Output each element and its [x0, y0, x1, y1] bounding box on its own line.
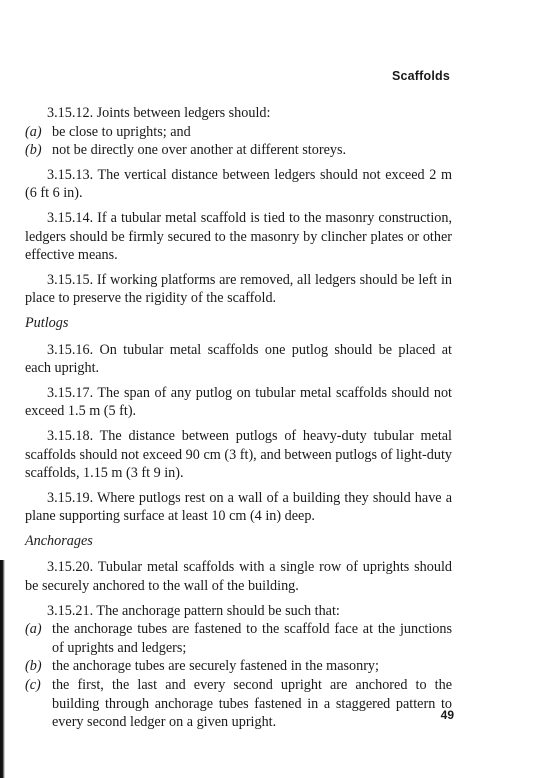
body-text — [25, 104, 452, 732]
paragraph-3-15-20: 3.15.20. Tubular metal scaffolds with a single row of uprights should be securely anchored to the wall of the building. — [25, 559, 452, 595]
list-item-label: (a) — [25, 621, 42, 638]
paragraph-3-15-19: 3.15.19. Where putlogs rest on a wall of a building they should have a plane supporting surface at least 10 cm (4 in) deep. — [25, 489, 452, 525]
running-head: Scaffolds — [391, 69, 450, 83]
list-item-text: the first, the last and every second upright are anchored to the building through anchorage tubes fastened in a staggered pattern to every second ledger on a given upright. — [52, 677, 452, 731]
list-item-label: (a) — [25, 123, 42, 140]
list-item — [25, 141, 452, 160]
section-heading-anchorages: Anchorages — [25, 532, 93, 549]
paragraph-3-15-15: 3.15.15. If working platforms are removed, all ledgers should be left in place to preserve the rigidity of the scaffold. — [25, 271, 452, 307]
list-item — [25, 620, 452, 657]
list-item — [25, 123, 452, 142]
list-item — [25, 657, 452, 676]
list-item-label: (b) — [25, 658, 42, 675]
paragraph-3-15-14: 3.15.14. If a tubular metal scaffold is tied to the masonry construction, ledgers should be firmly secured to the masonry by clincher plates or other effective means. — [25, 209, 452, 264]
list-item — [25, 676, 452, 732]
list-item-text: the anchorage tubes are fastened to the scaffold face at the junctions of uprights and ledgers; — [52, 621, 452, 656]
paragraph-3-15-12: 3.15.12. Joints between ledgers should: — [47, 105, 271, 121]
list-item-label: (c) — [25, 677, 41, 694]
paragraph-3-15-13: 3.15.13. The vertical distance between ledgers should not exceed 2 m (6 ft 6 in). — [25, 166, 452, 202]
section-heading-putlogs: Putlogs — [25, 314, 69, 331]
page-number: 49 — [440, 708, 454, 722]
list-item-label: (b) — [25, 142, 42, 159]
page-edge-shadow — [0, 560, 5, 778]
list-item-text: not be directly one over another at different storeys. — [52, 142, 347, 159]
list-item-text: be close to uprights; and — [52, 123, 191, 140]
paragraph-3-15-21: 3.15.21. The anchorage pattern should be such that: — [47, 602, 340, 619]
paragraph-3-15-16: 3.15.16. On tubular metal scaffolds one putlog should be placed at each upright. — [25, 341, 452, 377]
paragraph-3-15-17: 3.15.17. The span of any putlog on tubular metal scaffolds should not exceed 1.5 m (5 ft). — [25, 384, 452, 420]
paragraph-3-15-18: 3.15.18. The distance between putlogs of heavy-duty tubular metal scaffolds should not exceed 90 cm (3 ft), and between putlogs of light-duty scaffolds, 1.15 m (3 ft 9 in). — [25, 427, 452, 482]
list-item-text: the anchorage tubes are securely fastened in the masonry; — [52, 658, 379, 675]
